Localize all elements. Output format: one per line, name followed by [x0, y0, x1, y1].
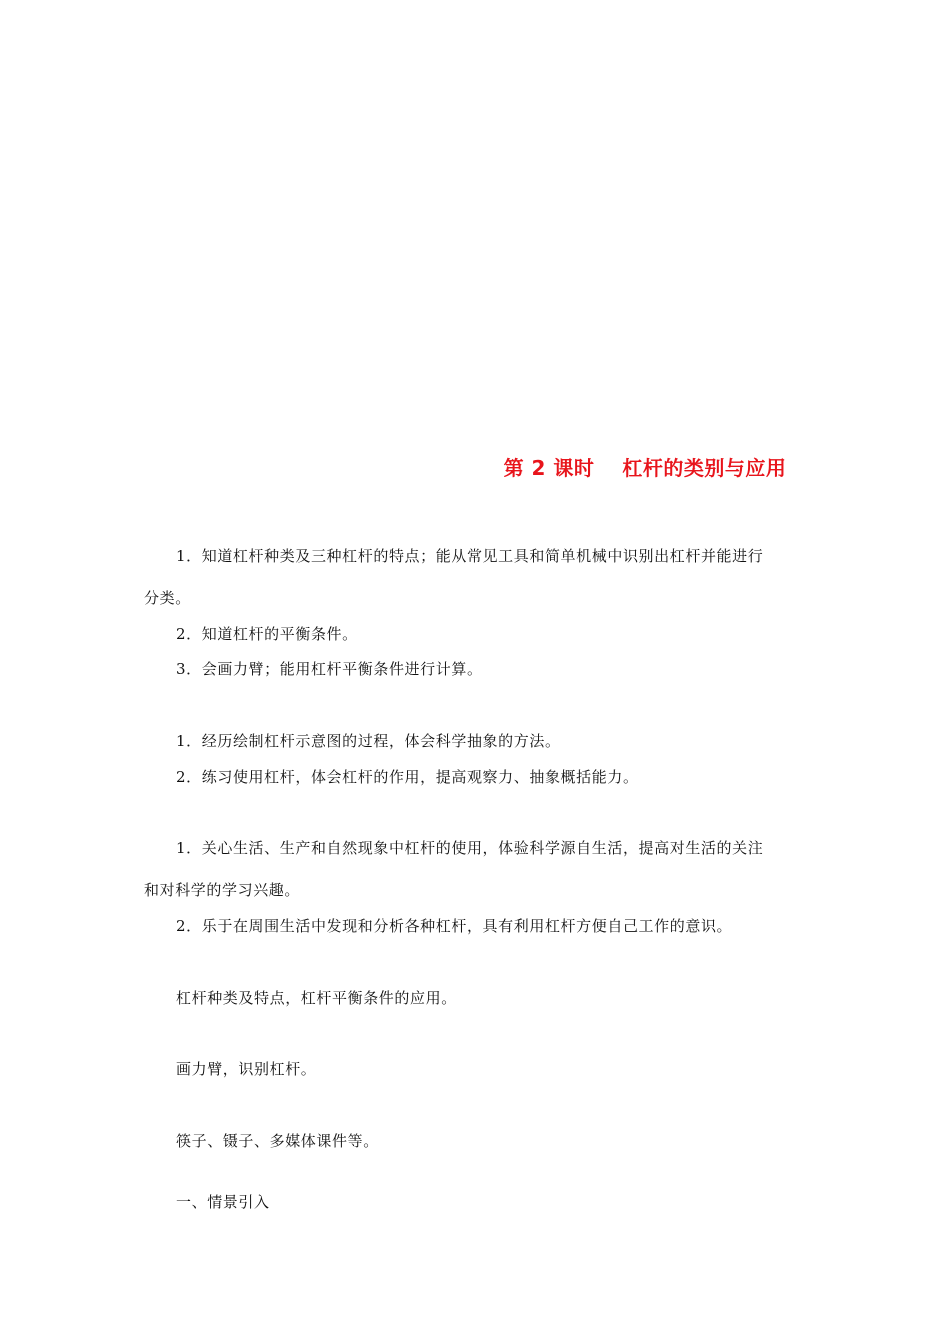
knowledge-item-1-line-2: 分类。: [144, 589, 191, 607]
knowledge-item-2: 2．知道杠杆的平衡条件。: [176, 625, 358, 643]
materials-text: 筷子、镊子、多媒体课件等。: [176, 1132, 379, 1150]
attitude-item-1-line-2: 和对科学的学习兴趣。: [144, 881, 301, 899]
attitude-item-1-line-1: 1．关心生活、生产和自然现象中杠杆的使用，体验科学源自生活，提高对生活的关注: [176, 839, 764, 857]
knowledge-item-1-line-1: 1．知道杠杆种类及三种杠杆的特点；能从常见工具和简单机械中识别出杠杆并能进行: [176, 547, 764, 565]
attitude-item-2: 2．乐于在周围生活中发现和分析各种杠杆，具有利用杠杆方便自己工作的意识。: [176, 917, 733, 935]
lesson-title: 第 2 课时 杠杆的类别与应用: [503, 456, 787, 480]
key-point-text: 杠杆种类及特点，杠杆平衡条件的应用。: [176, 989, 457, 1007]
process-item-2: 2．练习使用杠杆，体会杠杆的作用，提高观察力、抽象概括能力。: [176, 768, 639, 786]
knowledge-item-3: 3．会画力臂；能用杠杆平衡条件进行计算。: [176, 660, 483, 678]
section-heading: 一、情景引入: [176, 1193, 270, 1211]
difficulty-text: 画力臂，识别杠杆。: [176, 1060, 317, 1078]
process-item-1: 1．经历绘制杠杆示意图的过程，体会科学抽象的方法。: [176, 732, 561, 750]
